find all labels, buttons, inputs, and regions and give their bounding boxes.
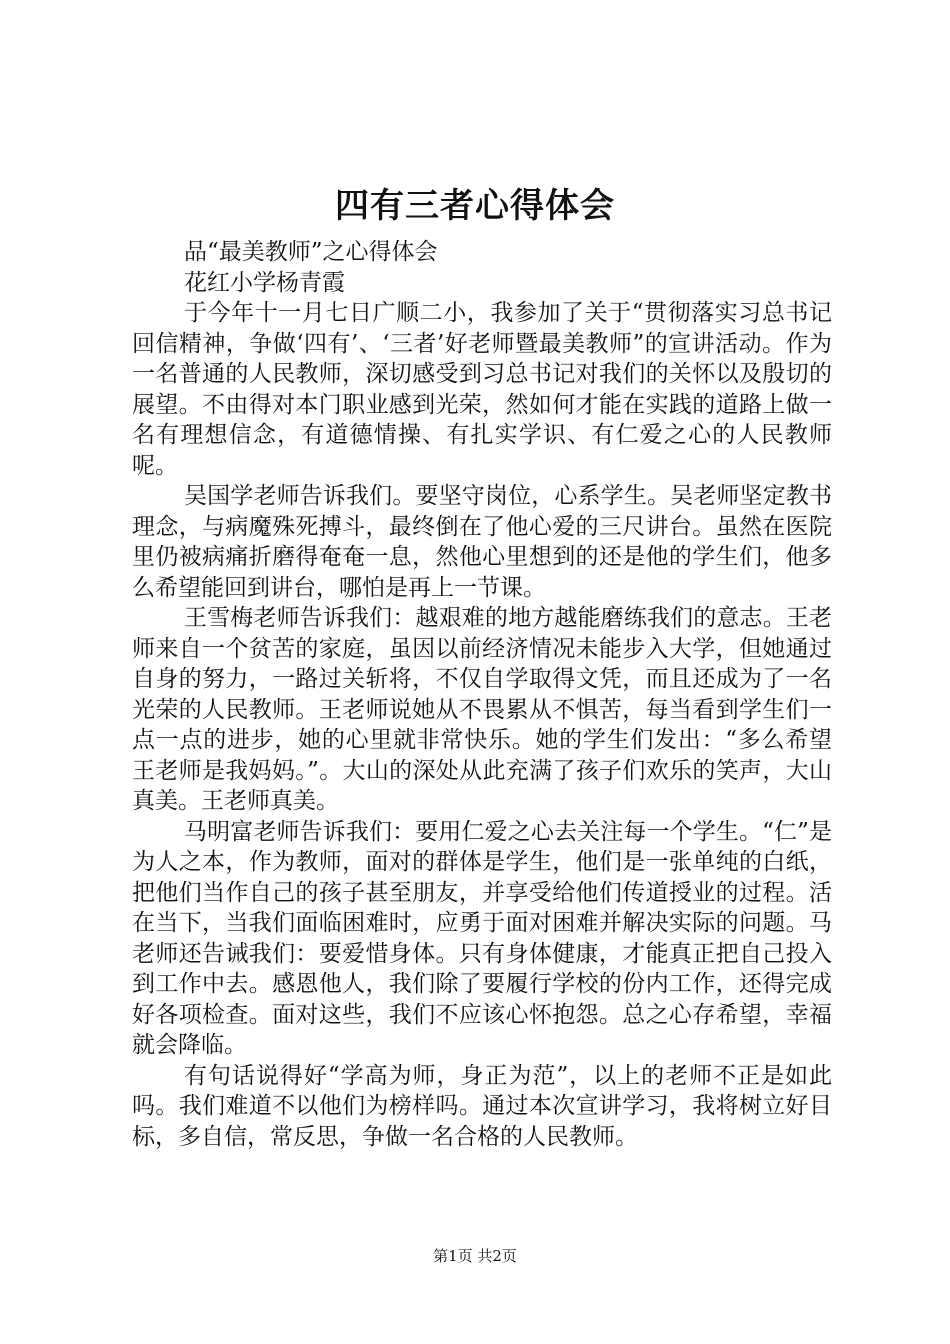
subtitle-line: 品“最美教师”之心得体会 (184, 239, 438, 265)
body-paragraph-4: 马明富老师告诉我们：要用仁爱之心去关注每一个学生。“仁”是为人之本，作为教师，面对的群体是学生，他们是一张单纯的白纸，把他们当作自己的孩子甚至朋友，并享受给他们传道授业的过程。活在当下，当我们面临困难时，应勇于面对困难并解决实际的问题。马老师还告诫我们：要爱惜身体。只有身体健康，才能真正把自己投入到工作中去。感恩他人，我们除了要履行学校的份内工作，还得完成好各项检查。面对这些，我们不应该心怀抱怨。总之心存希望，幸福就会降临。 (132, 818, 832, 1058)
body-paragraph-3: 王雪梅老师告诉我们：越艰难的地方越能磨练我们的意志。王老师来自一个贫苦的家庭，虽因以前经济情况未能步入大学，但她通过自身的努力，一路过关斩将，不仅自学取得文凭，而且还成为了一名光荣的人民教师。王老师说她从不畏累从不惧苦，每当看到学生们一点一点的进步，她的心里就非常快乐。她的学生们发出：“多么希望王老师是我妈妈。”。大山的深处从此充满了孩子们欢乐的笑声，大山真美。王老师真美。 (132, 605, 832, 814)
body-paragraph-2: 吴国学老师告诉我们。要坚守岗位，心系学生。吴老师坚定教书理念，与病魔殊死搏斗，最终倒在了他心爱的三尺讲台。虽然在医院里仍被病痛折磨得奄奄一息，然他心里想到的还是他的学生们，他多么希望能回到讲台，哪怕是再上一节课。 (132, 483, 832, 601)
page-number-footer: 第1页 共2页 (433, 1247, 517, 1265)
author-line: 花红小学杨青霞 (184, 269, 345, 296)
document-title: 四有三者心得体会 (335, 186, 615, 226)
body-paragraph-5: 有句话说得好“学高为师，身正为范”，以上的老师不正是如此吗。我们难道不以他们为榜样吗。通过本次宣讲学习，我将树立好目标，多自信，常反思，争做一名合格的人民教师。 (132, 1062, 832, 1150)
document-body (132, 237, 832, 1152)
body-paragraph-1: 于今年十一月七日广顺二小，我参加了关于“贯彻落实习总书记回信精神，争做‘四有’、‘三者’好老师暨最美教师”的宣讲活动。作为一名普通的人民教师，深切感受到习总书记对我们的关怀以及殷切的展望。不由得对本门职业感到光荣，然如何才能在实践的道路上做一名有理想信念，有道德情操、有扎实学识、有仁爱之心的人民教师呢。 (132, 300, 832, 479)
